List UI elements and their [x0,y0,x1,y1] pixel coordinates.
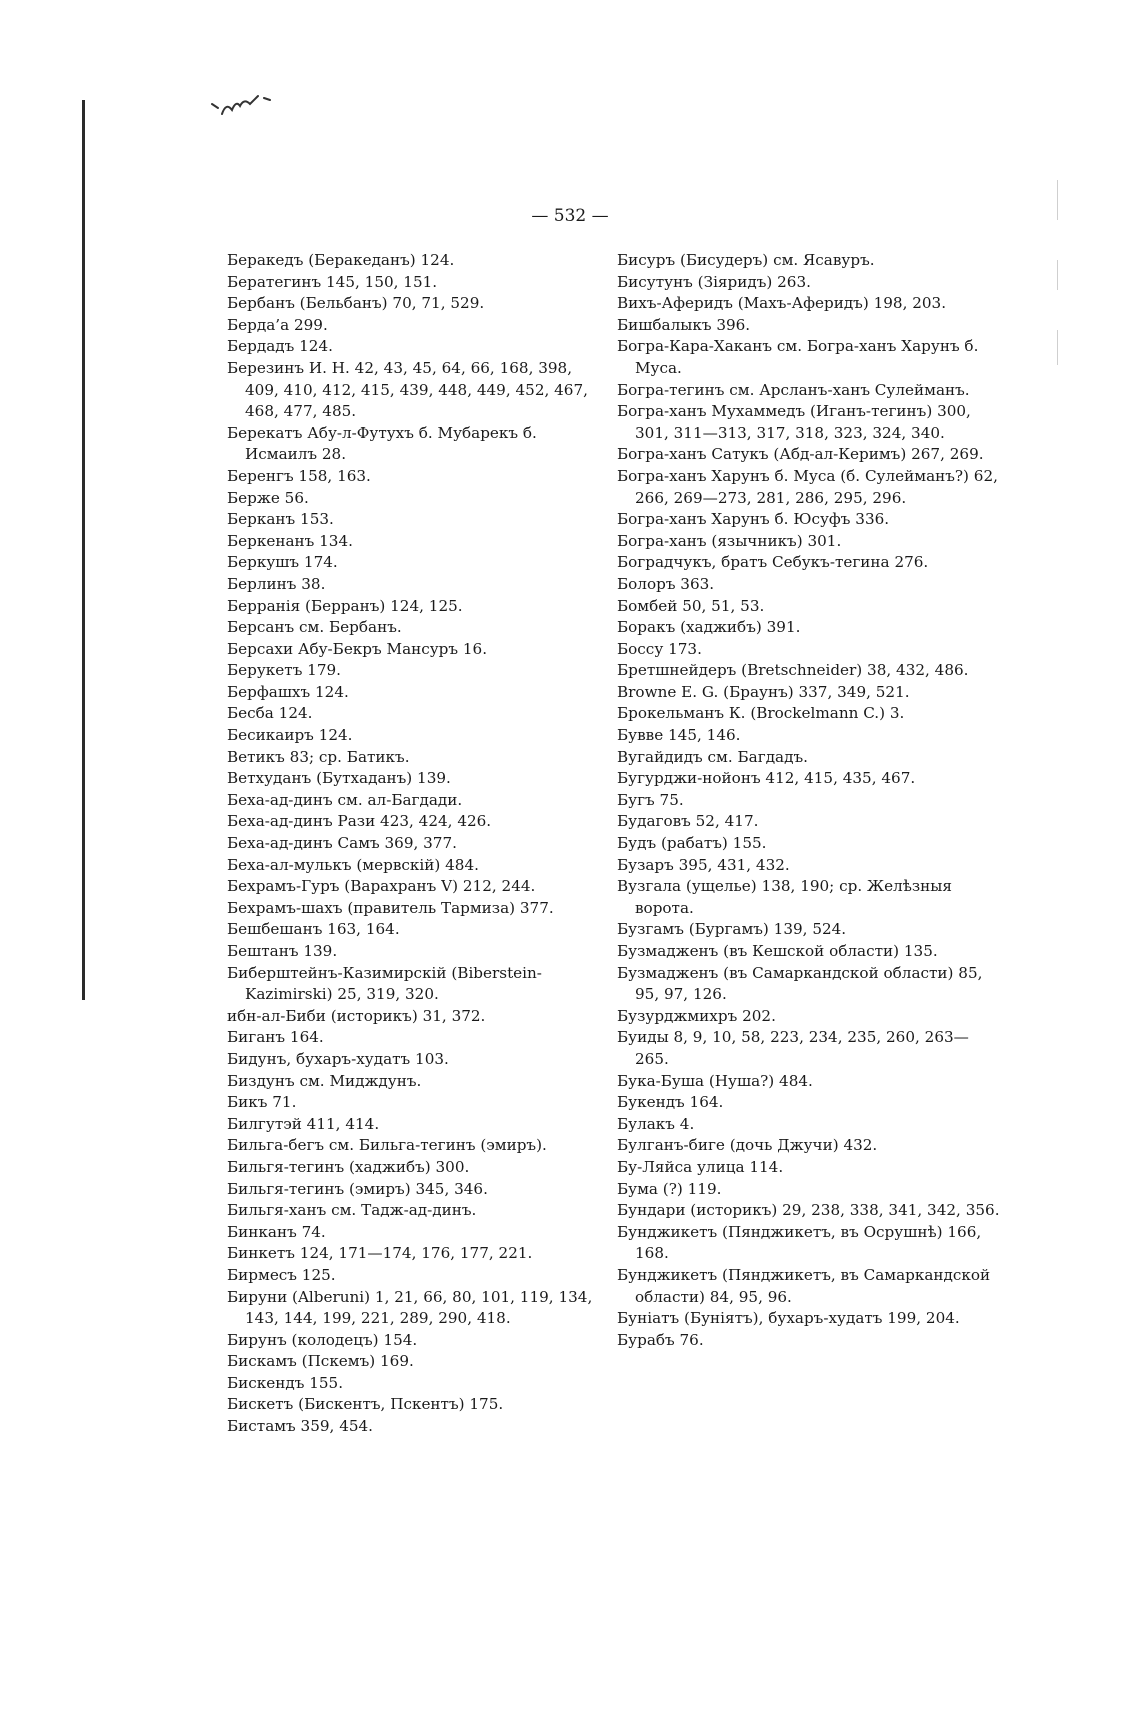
index-entry: Бузаръ 395, 431, 432. [617,855,790,874]
index-entry: Бискамъ (Пскемъ) 169. [227,1352,414,1371]
index-entry: Бугъ 75. [617,790,684,809]
index-entry: Богра-Кара-Хаканъ см. Богра-ханъ Харунъ б. Муса. [617,337,979,377]
index-entry: Бузурджмихръ 202. [617,1006,776,1025]
index-entry: Боссу 173. [617,639,702,658]
index-entry: Бишбалыкъ 396. [617,315,751,334]
index-entry: ибн-ал-Биби (историкъ) 31, 372. [227,1006,486,1025]
index-entry: Берканъ 153. [227,510,334,529]
index-entry: Богра-ханъ Харунъ б. Юсуфъ 336. [617,510,890,529]
page-number: — 532 — [531,206,609,226]
index-entry: Боракъ (хаджибъ) 391. [617,618,801,637]
handwritten-squiggle [210,90,280,130]
index-entry: Бискетъ (Бискентъ, Пскентъ) 175. [227,1395,504,1414]
index-entry: Бердадъ 124. [227,337,333,356]
index-entry: Буиды 8, 9, 10, 58, 223, 234, 235, 260, 263—265. [617,1028,969,1068]
index-entry: Бисутунъ (Зіяридъ) 263. [617,272,811,291]
index-entry: Бирунъ (колодецъ) 154. [227,1330,418,1349]
index-entry: Богра-ханъ Сатукъ (Абд-ал-Керимъ) 267, 269. [617,445,984,464]
index-entry: Беха-ад-динъ Рази 423, 424, 426. [227,812,492,831]
index-entry: Бирмесъ 125. [227,1265,336,1284]
index-entry: Бехрамъ-шахъ (правитель Тармиза) 377. [227,898,554,917]
index-entry: Бильгя-тегинъ (эмиръ) 345, 346. [227,1179,488,1198]
index-entry: Бештанъ 139. [227,942,338,960]
index-entry: Богра-ханъ Мухаммедъ (Иганъ-тегинъ) 300, 301, 311—313, 317, 318, 323, 324, 340. [617,402,971,442]
index-entry: Булакъ 4. [617,1114,695,1133]
index-entry: Бинкетъ 124, 171—174, 176, 177, 221. [227,1244,533,1263]
index-entry: Бискендъ 155. [227,1373,344,1392]
index-entry: Бузгамъ (Бургамъ) 139, 524. [617,920,847,939]
index-entry: Бесикаиръ 124. [227,726,353,745]
index-entry: Browne E. G. (Браунъ) 337, 349, 521. [617,682,910,701]
index-entry: Боградчукъ, братъ Себукъ-тегина 276. [617,553,929,572]
index-column-left [227,250,607,1438]
index-entry: Березинъ И. Н. 42, 43, 45, 64, 66, 168, 398, 409, 410, 412, 415, 439, 448, 449, 452, 467, 468, 477, 485. [227,358,588,421]
index-entry: Бильга-бегъ см. Бильга-тегинъ (эмиръ). [227,1136,547,1155]
index-entry: Берранія (Берранъ) 124, 125. [227,596,463,615]
scan-edge-mark-right [1057,260,1058,290]
index-entry: Будаговъ 52, 417. [617,812,759,831]
index-entry: Болоръ 363. [617,574,715,593]
index-entry: Бунджикетъ (Пянджикетъ, въ Самаркандской области) 84, 95, 96. [617,1265,991,1306]
index-entry: Биганъ 164. [227,1028,324,1047]
index-entry: Булганъ-биге (дочь Джучи) 432. [617,1136,878,1155]
index-entry: Бератегинъ 145, 150, 151. [227,272,438,291]
index-entry: Богра-тегинъ см. Арсланъ-ханъ Сулейманъ. [617,380,970,399]
index-entry: Бундари (историкъ) 29, 238, 338, 341, 342, 356. [617,1201,1000,1220]
index-entry: Бума (?) 119. [617,1179,722,1198]
index-entry: Бербанъ (Бельбанъ) 70, 71, 529. [227,294,485,313]
index-entry: Билгутэй 411, 414. [227,1114,380,1133]
index-entry: Бомбей 50, 51, 53. [617,596,765,615]
index-entry: Бувве 145, 146. [617,726,741,745]
index-entry: Ветикъ 83; ср. Батикъ. [227,747,410,766]
index-entry: Беха-ад-динъ см. ал-Багдади. [227,790,463,809]
index-entry: Биздунъ см. Мидждунъ. [227,1071,422,1090]
index-entry: Вугайдидъ см. Багдадъ. [617,747,808,766]
index-entry: Бу-Ляйса улица 114. [617,1157,784,1176]
scan-edge-mark [82,100,85,1000]
index-entry: Биберштейнъ-Казимирскій (Biberstein-Kazimirski) 25, 319, 320. [227,963,542,1004]
index-entry: Вихъ-Аферидъ (Махъ-Аферидъ) 198, 203. [617,294,947,313]
index-entry: Бешбешанъ 163, 164. [227,920,400,939]
index-entry: Бугурджи-нойонъ 412, 415, 435, 467. [617,769,916,788]
index-entry: Будъ (рабатъ) 155. [617,834,767,853]
index-entry: Бидунъ, бухаръ-худатъ 103. [227,1049,449,1068]
index-entry: Богра-ханъ Харунъ б. Муса (б. Сулейманъ?) 62, 266, 269—273, 281, 286, 295, 296. [617,466,998,507]
index-entry: Бретшнейдеръ (Bretschneider) 38, 432, 486. [617,661,969,680]
index-entry: Берда’а 299. [227,315,328,334]
index-entry: Беха-ад-динъ Самъ 369, 377. [227,834,457,853]
index-entry: Берсахи Абу-Бекръ Мансуръ 16. [227,639,488,658]
index-entry: Беркенанъ 134. [227,531,353,550]
index-entry: Бильгя-тегинъ (хаджибъ) 300. [227,1157,470,1176]
index-entry: Бинканъ 74. [227,1222,326,1241]
index-entry: Бильгя-ханъ см. Тадж-ад-динъ. [227,1201,477,1220]
index-entry: Буніатъ (Буніятъ), бухаръ-худатъ 199, 204. [617,1309,960,1328]
index-entry: Бузмадженъ (въ Кешской области) 135. [617,942,938,960]
index-entry: Ветхуданъ (Бутхаданъ) 139. [227,769,451,788]
index-entry: Бунджикетъ (Пянджикетъ, въ Осрушнѣ) 166, 168. [617,1222,982,1263]
index-column-right [617,250,1000,1351]
index-entry: Бука-Буша (Нуша?) 484. [617,1071,813,1090]
index-entry: Берекатъ Абу-л-Футухъ б. Мубарекъ б. Исмаилъ 28. [227,423,537,464]
index-entry: Бируни (Alberuni) 1, 21, 66, 80, 101, 119, 134, 143, 144, 199, 221, 289, 290, 418. [227,1287,593,1328]
scan-edge-mark-right [1057,330,1058,365]
index-entry: Беха-ал-мулькъ (мервскій) 484. [227,855,479,874]
index-entry: Богра-ханъ (язычникъ) 301. [617,531,842,550]
index-entry: Берсанъ см. Бербанъ. [227,618,402,637]
index-entry: Бистамъ 359, 454. [227,1417,374,1436]
index-entry: Бурабъ 76. [617,1330,704,1349]
index-entry: Брокельманъ К. (Brockelmann C.) 3. [617,704,905,723]
index-entry: Бисуръ (Бисудеръ) см. Ясавуръ. [617,251,875,269]
index-entry: Беренгъ 158, 163. [227,466,371,485]
index-entry: Берукетъ 179. [227,661,341,680]
index-entry: Беракедъ (Беракеданъ) 124. [227,251,455,269]
index-entry: Бехрамъ-Гуръ (Варахранъ V) 212, 244. [227,877,536,896]
index-entry: Бузмадженъ (въ Самаркандской области) 85, 95, 97, 126. [617,963,983,1004]
index-entry: Бесба 124. [227,704,313,723]
index-entry: Беркушъ 174. [227,553,338,572]
index-entry: Вузгала (ущелье) 138, 190; ср. Желѣзныя ворота. [617,877,952,917]
index-entry: Бикъ 71. [227,1093,297,1112]
index-entry: Берфашхъ 124. [227,682,349,701]
index-entry: Берже 56. [227,488,309,507]
index-entry: Берлинъ 38. [227,574,326,593]
index-entry: Букендъ 164. [617,1093,724,1112]
